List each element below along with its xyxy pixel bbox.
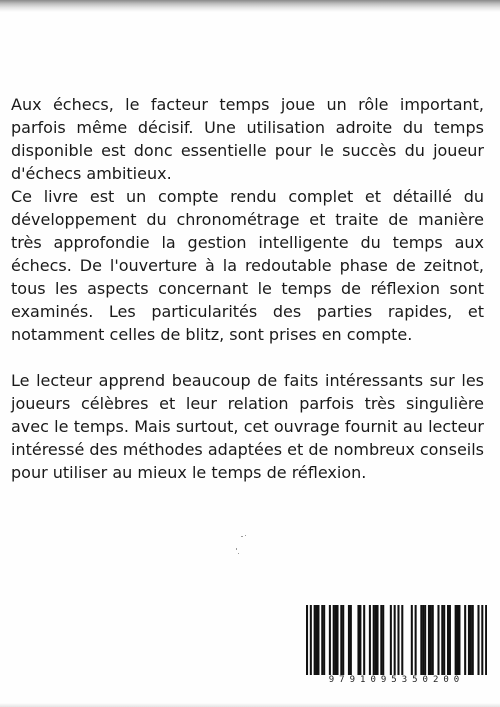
barcode-number: 9791095350200 — [328, 675, 465, 685]
barcode-bar — [335, 605, 337, 675]
barcode-bar — [470, 605, 472, 675]
barcode-bar — [422, 605, 424, 675]
scan-bottom-edge — [0, 703, 500, 707]
scan-speck — [236, 548, 237, 550]
barcode-bar — [443, 605, 445, 675]
scan-speck — [245, 535, 246, 536]
barcode-bar — [485, 605, 487, 675]
scan-speck — [238, 553, 239, 554]
barcode-bar — [317, 605, 319, 675]
paragraph-intro: Aux échecs, le facteur temps joue un rôle important, parfois même décisif. Une utilisation adroite du temps disponible est donc essentielle pour le succès du joueur d'échecs ambitieux. — [11, 95, 484, 183]
scan-speck — [241, 536, 243, 537]
barcode-bar — [401, 605, 403, 675]
barcode — [306, 605, 487, 675]
barcode-bar — [306, 605, 308, 675]
barcode-bar — [457, 605, 459, 675]
barcode-bar — [348, 605, 350, 675]
barcode-bar — [430, 605, 432, 675]
barcode-bar — [458, 605, 460, 675]
barcode-bar — [369, 605, 371, 675]
barcode-bar — [340, 605, 342, 675]
barcode-bar — [373, 605, 375, 675]
barcode-bar — [310, 605, 312, 675]
barcode-bar — [314, 605, 316, 675]
barcode-bar — [481, 605, 483, 675]
barcode-bar — [428, 605, 430, 675]
barcode-bar — [441, 605, 443, 675]
barcode-bar — [424, 605, 426, 675]
barcode-bar — [336, 605, 338, 675]
barcode-bar — [432, 605, 434, 675]
barcode-bar — [477, 605, 479, 675]
barcode-bar — [468, 605, 470, 675]
barcode-bar — [390, 605, 392, 675]
barcode-bar — [375, 605, 377, 675]
barcode-bar — [342, 605, 344, 675]
barcode-bar — [397, 605, 399, 675]
scan-top-edge — [0, 0, 500, 12]
barcode-bar — [350, 605, 352, 675]
barcode-bar — [316, 605, 318, 675]
barcode-bar — [363, 605, 365, 675]
barcode-bar — [455, 605, 457, 675]
barcode-bar — [382, 605, 384, 675]
barcode-bar — [323, 605, 325, 675]
barcode-bar — [376, 605, 378, 675]
barcode-bar — [437, 605, 439, 675]
barcode-bar — [449, 605, 451, 675]
barcode-bar — [415, 605, 417, 675]
barcode-bar — [464, 605, 466, 675]
barcode-bar — [329, 605, 331, 675]
barcode-bar — [420, 605, 422, 675]
barcode-bar — [394, 605, 396, 675]
paragraph-book-content: Ce livre est un compte rendu complet et détaillé du développement du chronométrage et traite de manière très approfondie la gestion intelligente du temps aux échecs. De l'ouverture à la redoutable phase de zeitnot, tous les aspects concernant le temps de réflexion sont examinés. Les particularités des parties rapides, et notamment celles de blitz, sont prises en compte. — [11, 187, 484, 344]
barcode-bar — [411, 605, 413, 675]
barcode-bar — [333, 605, 335, 675]
barcode-bar — [447, 605, 449, 675]
barcode-bar — [359, 605, 361, 675]
barcode-bar — [357, 605, 359, 675]
barcode-bar — [472, 605, 474, 675]
paragraph-reader-benefits: Le lecteur apprend beaucoup de faits intéressants sur les joueurs célèbres et leur relation parfois très singulière avec le temps. Mais surtout, cet ouvrage fournit au lecteur intéressé des méthodes adaptées et de nombreux conseils pour utiliser au mieux le temps de réflexion. — [11, 371, 485, 482]
barcode-bar — [321, 605, 323, 675]
barcode-bar — [380, 605, 382, 675]
